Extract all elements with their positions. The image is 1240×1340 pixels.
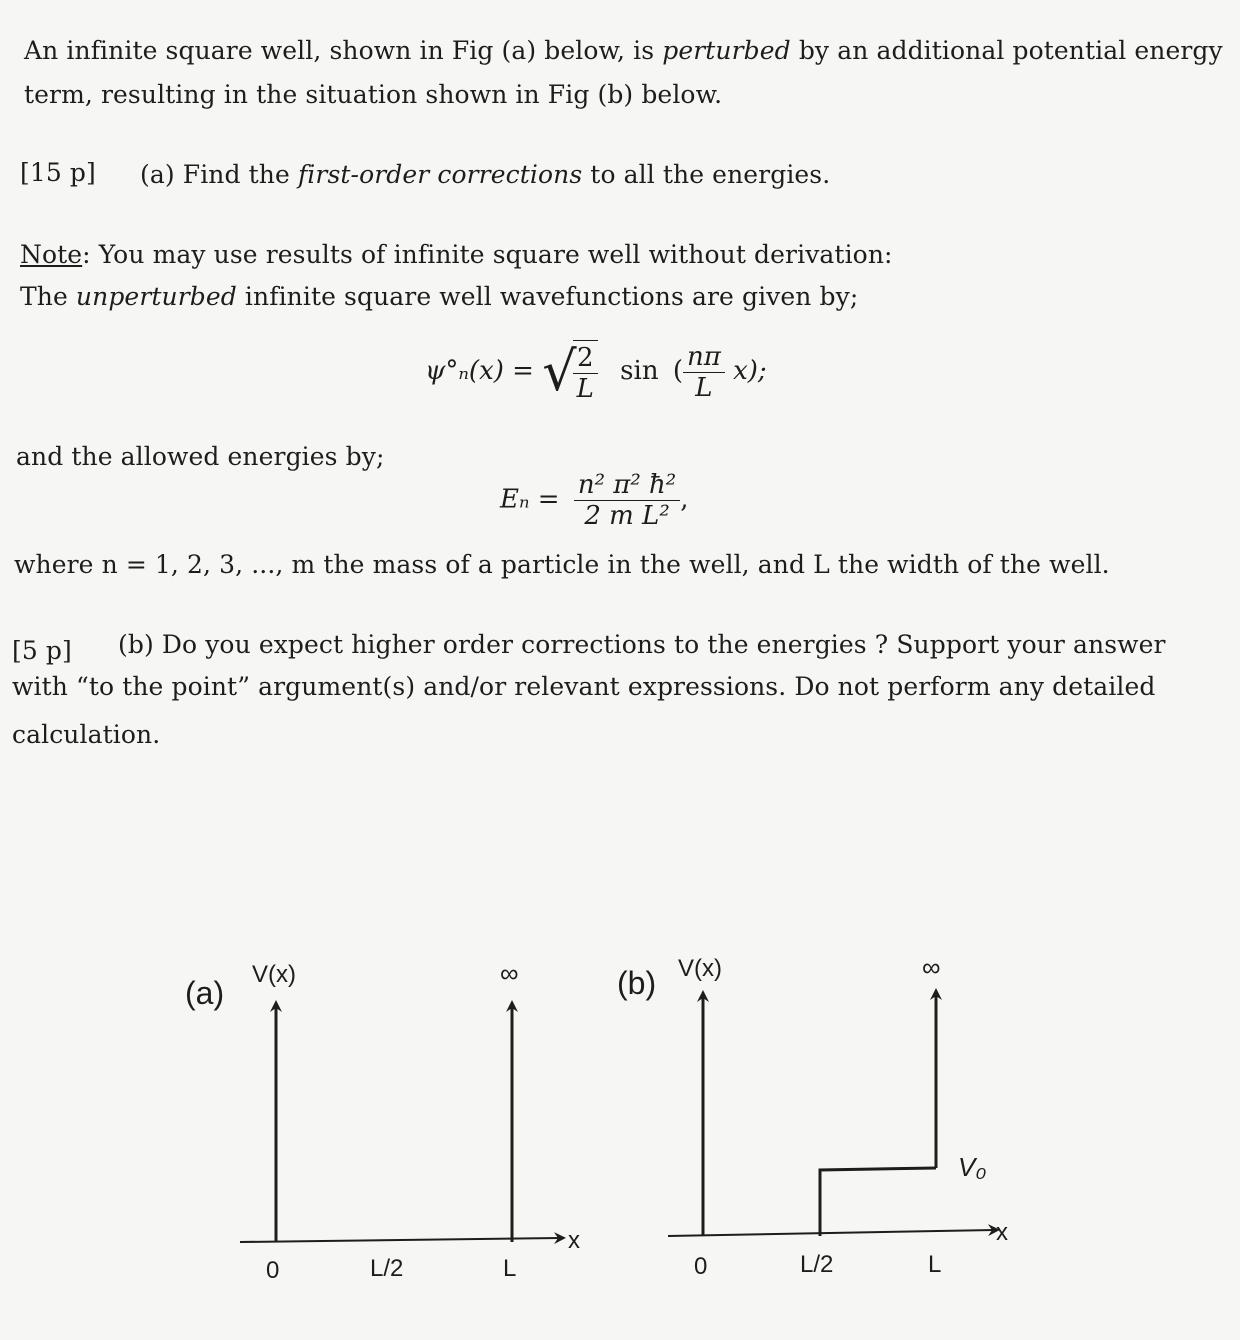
note-line-1 <box>20 240 893 269</box>
figure-a-xlabel: x <box>568 1227 580 1254</box>
psi-frac-den: L <box>576 374 594 404</box>
figure-a-infinity: ∞ <box>500 958 519 988</box>
figure-b <box>617 952 1008 1280</box>
part-b-points: [5 p] <box>12 636 72 665</box>
part-a-text: (a) Find the <box>140 160 298 189</box>
note-text: The <box>20 282 76 311</box>
intro-text: by an additional potential energy <box>790 36 1223 65</box>
note-text: infinite square well wavefunctions are given by; <box>236 282 859 311</box>
figure-a-tick-0: 0 <box>266 1257 280 1284</box>
part-a-points: [15 p] <box>20 158 96 187</box>
part-b-line-2: with “to the point” argument(s) and/or relevant expressions. Do not perform any detailed <box>12 672 1156 701</box>
figure-a <box>185 958 580 1284</box>
wavefunction-equation: ψ°ₙ(x) = √ $\frac{2}{L}$ sin ( $\frac{n\pi}{L}$ x); <box>425 340 767 404</box>
psi-frac-num: 2 <box>573 343 598 374</box>
part-b-line-3: calculation. <box>12 720 161 749</box>
intro-text: An infinite square well, shown in Fig (a) below, is <box>24 36 663 65</box>
intro-line-2: term, resulting in the situation shown in Fig (b) below. <box>24 80 723 109</box>
figure-a-tag: (a) <box>185 975 225 1011</box>
potential-diagrams <box>0 920 1240 1320</box>
part-a-question <box>140 160 830 189</box>
part-b-line-1: (b) Do you expect higher order corrections to the energies ? Support your answer <box>118 630 1166 659</box>
energy-equation <box>500 470 689 531</box>
figure-b-tick-L: L <box>928 1251 942 1278</box>
sin-arg-num: nπ <box>683 342 725 373</box>
figure-b-step-label: V₀ <box>958 1152 987 1182</box>
sqrt-symbol <box>542 340 598 404</box>
energy-lhs: Eₙ = <box>500 484 560 515</box>
energy-numerator: n² π² ħ² <box>574 470 680 501</box>
figure-b-tag: (b) <box>617 965 657 1001</box>
sin-arg-den: L <box>695 372 713 403</box>
figure-a-tick-L: L <box>503 1255 517 1282</box>
where-line: where n = 1, 2, 3, ..., m the mass of a particle in the well, and L the width of the well. <box>14 550 1110 579</box>
figure-b-infinity: ∞ <box>922 952 941 982</box>
note-text: : You may use results of infinite square well without derivation: <box>82 240 893 269</box>
figure-b-xlabel: x <box>996 1219 1008 1246</box>
sin-arg-tail: x); <box>733 356 767 386</box>
figure-b-step-potential <box>820 1168 936 1236</box>
note-label: Note <box>20 240 83 269</box>
figure-b-tick-half: L/2 <box>800 1251 834 1278</box>
figure-b-ylabel: V(x) <box>678 955 722 982</box>
psi-lhs: ψ°ₙ(x) = <box>425 356 534 386</box>
note-emphasis: unperturbed <box>75 282 237 311</box>
energy-tail: , <box>680 484 689 515</box>
figure-a-ylabel: V(x) <box>252 961 296 988</box>
note-line-2 <box>20 282 858 311</box>
part-a-text: to all the energies. <box>582 160 831 189</box>
intro-line-1 <box>24 36 1223 65</box>
part-a-emphasis: first-order corrections <box>297 160 583 189</box>
energies-intro: and the allowed energies by; <box>16 442 385 471</box>
figure-a-tick-half: L/2 <box>370 1255 404 1282</box>
sin-function: sin <box>620 356 659 386</box>
figure-b-tick-0: 0 <box>694 1253 708 1280</box>
intro-emphasis: perturbed <box>662 36 791 65</box>
radical-sign: √ <box>542 340 577 403</box>
energy-denominator: 2 m L² <box>584 501 670 531</box>
figure-b-x-axis <box>668 1230 994 1236</box>
